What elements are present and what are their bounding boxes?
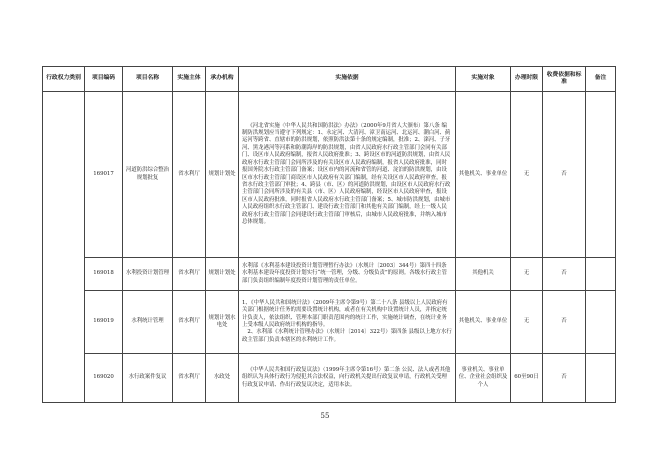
- header-code: 项目编码: [85, 67, 123, 92]
- remark-cell: [586, 258, 616, 291]
- page-number: 55: [320, 412, 330, 420]
- time-limit-cell: 无: [511, 291, 543, 354]
- header-fee: 收费依据和标准: [543, 67, 586, 92]
- remark-cell: [586, 291, 616, 354]
- header-remark: 备注: [586, 67, 616, 92]
- basis-paragraph: 《河北省实施〈中华人民共和国防洪法〉办法》（2000年9月省人大颁布）第八条 编制防洪规划应当遵守下列规定：1、永定河、大清河、漳卫南运河、北运河、潮白河、蓟运河等跨省、直辖市的防洪规划，依照防洪法第十条的规定编制，批准；2、滦河、子牙河、黑龙港河等河系和防潮海岸的防洪规划，由省人民政府水行政主管部门会同有关部门、设区市人民政府编制，报省人民政府批准；3、跨设区市的河道防洪规划，由省人民政府水行政主管部门会同所涉及的有关设区市人民政府编制，报省人民政府批准，同时报国务院水行政主管部门备案；设区市内的河流和省管的河道、淀泊的防洪规划，由设区市水行政主管部门商设区市人民政府有关部门编制，经有关设区市人民政府审查，报省水行政主管部门审批；4、跨县（市、区）的河道防洪规划，由设区市人民政府水行政主管部门会同所涉及的有关县（市、区）人民政府编制，经设区市人民政府审查，报设区市人民政府批准，同时报省人民政府水行政主管部门备案；5、城市防洪规划，由城市人民政府组织水行政主管部门、建设行政主管部门和其他有关部门编制，经上一级人民政府水行政主管部门会同建设行政主管部门审核后，由城市人民政府批准，并纳入城市总体规划。: [242, 122, 451, 225]
- subject-cell: 省水利厅: [173, 291, 206, 354]
- fee-cell: 否: [543, 291, 586, 354]
- time-limit-cell: 无: [511, 258, 543, 291]
- basis-cell: [239, 92, 456, 258]
- subject-cell: 省水利厅: [173, 92, 206, 258]
- basis-cell: [239, 291, 456, 354]
- basis-paragraph: 水利部《水利基本建设投资计划管理暂行办法》（水规计〔2003〕344号）第四十四条 水利基本建设年度投资计划实行“统一管理，分级、分级负责”的原则。各级水行政主管部门负责组织编制年度投资计划管理的责任单位。: [242, 262, 447, 284]
- header-time-limit: 办理时限: [511, 67, 543, 92]
- target-cell: 其他机关、事业单位: [456, 92, 511, 258]
- table-row: [43, 92, 616, 258]
- basis-cell: [239, 354, 456, 403]
- remark-cell: [586, 92, 616, 258]
- basis-cell: [239, 258, 456, 291]
- dept-cell: 规划计划处: [206, 258, 239, 291]
- name-cell: 水行政案件复议: [123, 354, 173, 403]
- name-cell: 水利统计管理: [123, 291, 173, 354]
- fee-cell: 否: [543, 92, 586, 258]
- header-row: [43, 67, 616, 92]
- name-cell: 河道防洪综合整治规划批复: [123, 92, 173, 258]
- table-row: [43, 354, 616, 403]
- header-name: 项目名称: [123, 67, 173, 92]
- fee-cell: 否: [543, 258, 586, 291]
- time-limit-cell: 60至90日: [511, 354, 543, 403]
- dept-cell: 规划计划处: [206, 92, 239, 258]
- remark-cell: [586, 354, 616, 403]
- power-list-table: [42, 66, 616, 403]
- header-subject: 实施主体: [173, 67, 206, 92]
- table-row: [43, 258, 616, 291]
- header-dept: 承办机构: [206, 67, 239, 92]
- dept-cell: 规划计划水电处: [206, 291, 239, 354]
- code-cell: 169020: [85, 354, 123, 403]
- name-cell: 水利投资计划管理: [123, 258, 173, 291]
- target-cell: 事业机关、事业单位、企业社会组织及个人: [456, 354, 511, 403]
- target-cell: 其他机关: [456, 258, 511, 291]
- basis-paragraph: 《中华人民共和国行政复议法》（1999年主席令第16号）第二条 公民、法人或者其他组织认为具体行政行为侵犯其合法权益，向行政机关提出行政复议申请，行政机关受理行政复议申请、作出行政复议决定，适用本法。: [242, 366, 451, 388]
- basis-paragraph: 2、水利部《水利统计管理办法》（水规计〔2014〕322号）第四条 县级以上地方水行政主管部门负责本辖区的水利统计工作。: [242, 329, 452, 343]
- subject-cell: 省水利厅: [173, 258, 206, 291]
- basis-paragraph: 1、《中华人民共和国统计法》（2009年主席令第9号）第二十八条 县级以上人民政府有关部门根据统计任务的需要设置统计机构，或者在有关机构中设置统计人员，并指定统计负责人，依法组织、管理本部门职责范围内的统计工作，实施统计调查，在统计业务上受本级人民政府统计机构的指导。: [242, 299, 448, 328]
- header-basis: 实施依据: [239, 67, 456, 92]
- table-row: [43, 291, 616, 354]
- subject-cell: 省水利厅: [173, 354, 206, 403]
- code-cell: 169019: [85, 291, 123, 354]
- time-limit-cell: 无: [511, 92, 543, 258]
- dept-cell: 水政处: [206, 354, 239, 403]
- header-target: 实施对象: [456, 67, 511, 92]
- fee-cell: 否: [543, 354, 586, 403]
- code-cell: 169018: [85, 258, 123, 291]
- header-category: 行政权力类别: [43, 67, 85, 92]
- code-cell: 169017: [85, 92, 123, 258]
- target-cell: 其他机关、事业单位: [456, 291, 511, 354]
- category-cell: [43, 92, 85, 403]
